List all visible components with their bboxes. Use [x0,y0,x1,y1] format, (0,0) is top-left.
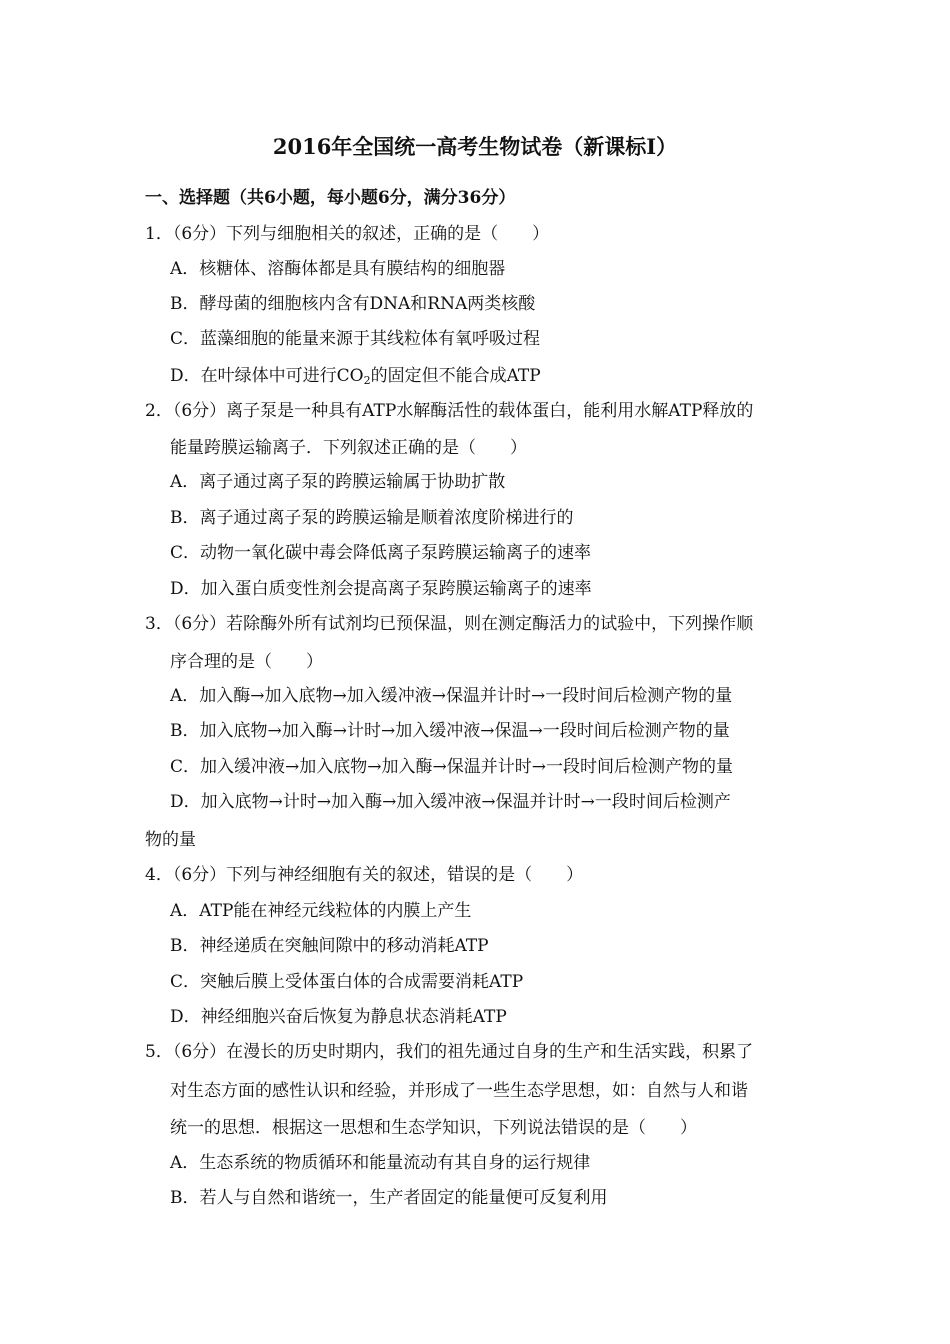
question-5-stem: 5．（6分）在漫长的历史时期内，我们的祖先通过自身的生产和生活实践，积累了 [145,1042,754,1062]
question-1-option-a: A．核糖体、溶酶体都是具有膜结构的细胞器 [170,259,506,279]
question-3-option-d-cont: 物的量 [145,830,196,850]
question-4-option-a: A．ATP能在神经元线粒体的内膜上产生 [170,901,472,921]
exam-title: 2016年全国统一高考生物试卷（新课标Ⅰ） [272,134,678,159]
question-2-stem: 2．（6分）离子泵是一种具有ATP水解酶活性的载体蛋白，能利用水解ATP释放的 [145,401,754,421]
question-4-option-d: D．神经细胞兴奋后恢复为静息状态消耗ATP [170,1007,507,1027]
question-3-option-c: C．加入缓冲液→加入底物→加入酶→保温并计时→一段时间后检测产物的量 [170,757,733,777]
question-1-option-d-text-end: 的固定但不能合成ATP [370,366,541,386]
question-2-option-a: A．离子通过离子泵的跨膜运输属于协助扩散 [170,472,506,492]
question-5-option-a: A．生态系统的物质循环和能量流动有其自身的运行规律 [170,1153,591,1173]
question-1-option-d [170,365,541,387]
question-3-option-b: B．加入底物→加入酶→计时→加入缓冲液→保温→一段时间后检测产物的量 [170,721,730,741]
subscript-2: 2 [363,374,371,387]
question-1-option-c: C．蓝藻细胞的能量来源于其线粒体有氧呼吸过程 [170,329,541,349]
question-5-option-b: B．若人与自然和谐统一，生产者固定的能量便可反复利用 [170,1188,608,1208]
question-3-option-a: A．加入酶→加入底物→加入缓冲液→保温并计时→一段时间后检测产物的量 [170,686,733,706]
question-2-option-b: B．离子通过离子泵的跨膜运输是顺着浓度阶梯进行的 [170,508,574,528]
question-4-option-c: C．突触后膜上受体蛋白体的合成需要消耗ATP [170,972,524,992]
question-3-stem-cont: 序合理的是（ ） [170,652,323,672]
question-1-option-b: B．酵母菌的细胞核内含有DNA和RNA两类核酸 [170,294,536,314]
question-1-stem: 1．（6分）下列与细胞相关的叙述，正确的是（ ） [145,224,550,244]
question-2-stem-cont: 能量跨膜运输离子．下列叙述正确的是（ ） [170,438,527,458]
section-heading: 一、选择题（共6小题，每小题6分，满分36分） [145,188,516,208]
question-2-option-d: D．加入蛋白质变性剂会提高离子泵跨膜运输离子的速率 [170,579,592,599]
question-5-stem-cont-2: 统一的思想．根据这一思想和生态学知识，下列说法错误的是（ ） [170,1118,697,1138]
question-3-option-d: D．加入底物→计时→加入酶→加入缓冲液→保温并计时→一段时间后检测产 [170,792,731,812]
question-4-stem: 4．（6分）下列与神经细胞有关的叙述，错误的是（ ） [145,865,584,885]
question-5-stem-cont-1: 对生态方面的感性认识和经验，并形成了一些生态学思想，如：自然与人和谐 [170,1081,748,1101]
question-4-option-b: B．神经递质在突触间隙中的移动消耗ATP [170,936,489,956]
question-1-option-d-text: D．在叶绿体中可进行CO [170,366,364,386]
question-3-stem: 3．（6分）若除酶外所有试剂均已预保温，则在测定酶活力的试验中，下列操作顺 [145,614,754,634]
question-2-option-c: C．动物一氧化碳中毒会降低离子泵跨膜运输离子的速率 [170,543,592,563]
